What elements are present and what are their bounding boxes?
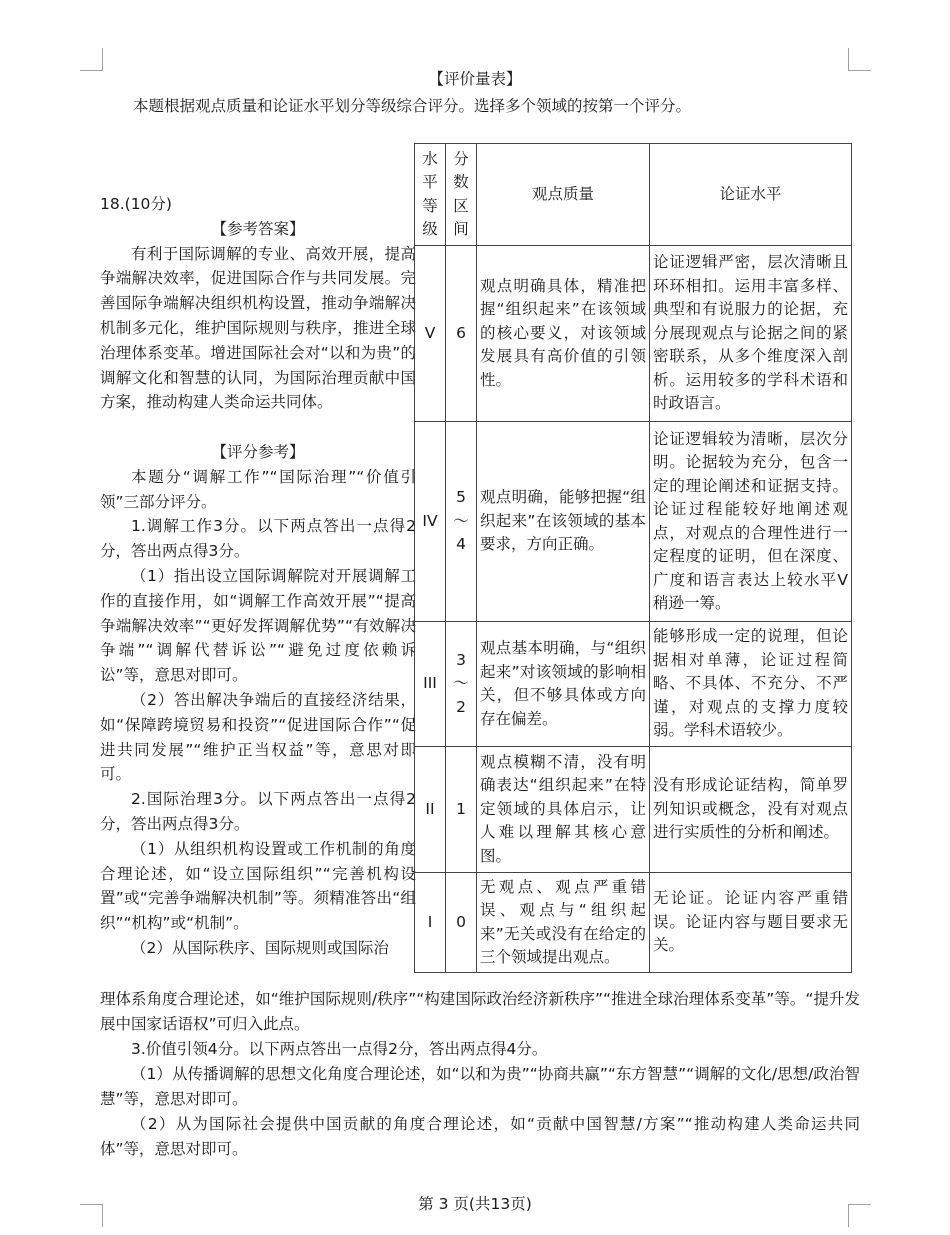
scoring-part-2-point-2-start: （2）从国际秩序、国际规则或国际治 bbox=[131, 938, 389, 957]
table-row bbox=[415, 422, 852, 622]
header-quality: 观点质量 bbox=[477, 144, 650, 246]
question-number: 18.(10分) bbox=[100, 195, 172, 213]
score-cell: 5～4 bbox=[446, 422, 477, 622]
scoring-part-1: 1.调解工作3分。以下两点答出一点得2分，答出两点得3分。 bbox=[100, 517, 416, 561]
quality-cell: 无观点、观点严重错误、观点与“组织起来”无关或没有在给定的三个领域提出观点。 bbox=[477, 873, 650, 973]
answer-heading: 【参考答案】 bbox=[211, 219, 305, 238]
score-cell: 6 bbox=[446, 246, 477, 422]
argument-cell: 没有形成论证结构，简单罗列知识或概念，没有对观点进行实质性的分析和阐述。 bbox=[650, 747, 852, 873]
argument-cell: 论证逻辑较为清晰，层次分明。论据较为充分，包含一定的理论阐述和证据支持。论证过程能较好地阐述观点，对观点的合理性进行一定程度的证明，但在深度、广度和语言表达上较水平V稍逊一筹。 bbox=[650, 422, 852, 622]
table-row bbox=[415, 747, 852, 873]
argument-cell: 论证逻辑严密，层次清晰且环环相扣。运用丰富多样、典型和有说服力的论据，充分展现观点与论据之间的紧密联系，从多个维度深入剖析。运用较多的学科术语和时政语言。 bbox=[650, 246, 852, 422]
table-row bbox=[415, 622, 852, 747]
scoring-part-3-point-2: （2）从为国际社会提供中国贡献的角度合理论述，如“贡献中国智慧/方案”“推动构建人类命运共同体”等，意思对即可。 bbox=[100, 1115, 860, 1158]
level-cell: I bbox=[415, 873, 446, 973]
level-cell: II bbox=[415, 747, 446, 873]
full-width-text bbox=[100, 987, 860, 1162]
scoring-part-1-point-1: （1）指出设立国际调解院对开展调解工作的直接作用，如“调解工作高效开展”“提高争端解决效率”“更好发挥调解优势”“有效解决争端”“调解代替诉讼”“避免过度依赖诉讼”等，意思对即可。 bbox=[100, 566, 416, 685]
scoring-part-2-point-2-rest: 理体系角度合理论述，如“维护国际规则/秩序”“构建国际政治经济新秩序”“推进全球治理体系变革”等。“提升发展中国家话语权”可归入此点。 bbox=[100, 990, 860, 1033]
left-column bbox=[100, 192, 416, 961]
spacer bbox=[100, 415, 416, 440]
score-cell: 1 bbox=[446, 747, 477, 873]
level-cell: IV bbox=[415, 422, 446, 622]
scoring-part-3: 3.价值引领4分。以下两点答出一点得2分，答出两点得4分。 bbox=[131, 1040, 548, 1058]
score-cell: 0 bbox=[446, 873, 477, 973]
rubric-header-row bbox=[415, 144, 852, 246]
header-argument: 论证水平 bbox=[650, 144, 852, 246]
argument-cell: 能够形成一定的说理，但论据相对单薄，论证过程简略、不具体、不充分、不严谨，对观点的支撑力度较弱。学科术语较少。 bbox=[650, 622, 852, 747]
header-score: 分数区间 bbox=[446, 144, 477, 246]
scoring-part-3-point-1: （1）从传播调解的思想文化角度合理论述，如“以和为贵”“协商共赢”“东方智慧”“调解的文化/思想/政治智慧”等，意思对即可。 bbox=[100, 1065, 860, 1108]
reference-answer: 有利于国际调解的专业、高效开展，提高争端解决效率，促进国际合作与共同发展。完善国际争端解决组织机构设置，推动争端解决机制多元化，维护国际规则与秩序，推进全球治理体系变革。增进国际社会对“以和为贵”的调解文化和智慧的认同，为国际治理贡献中国方案，推动构建人类命运共同体。 bbox=[100, 244, 416, 412]
table-row bbox=[415, 246, 852, 422]
scoring-intro: 本题分“调解工作”“国际治理”“价值引领”三部分评分。 bbox=[100, 467, 416, 511]
quality-cell: 观点明确具体，精准把握“组织起来”在该领域的核心要义，对该领域发展具有高价值的引领性。 bbox=[477, 246, 650, 422]
quality-cell: 观点基本明确，与“组织起来”对该领域的影响相关，但不够具体或方向存在偏差。 bbox=[477, 622, 650, 747]
rubric-intro: 本题根据观点质量和论证水平划分等级综合评分。选择多个领域的按第一个评分。 bbox=[133, 97, 692, 115]
argument-cell: 无论证。论证内容严重错误。论证内容与题目要求无关。 bbox=[650, 873, 852, 973]
quality-cell: 观点模糊不清，没有明确表达“组织起来”在特定领域的具体启示，让人难以理解其核心意图。 bbox=[477, 747, 650, 873]
header-level: 水平等级 bbox=[415, 144, 446, 246]
scoring-part-2: 2.国际治理3分。以下两点答出一点得2分，答出两点得3分。 bbox=[100, 790, 416, 833]
score-cell: 3～2 bbox=[446, 622, 477, 747]
rubric-heading: 【评价量表】 bbox=[428, 70, 522, 88]
rubric-table bbox=[414, 143, 852, 973]
level-cell: III bbox=[415, 622, 446, 747]
scoring-heading: 【评分参考】 bbox=[211, 442, 305, 461]
quality-cell: 观点明确，能够把握“组织起来”在该领域的基本要求，方向正确。 bbox=[477, 422, 650, 622]
level-cell: V bbox=[415, 246, 446, 422]
page-number: 第 3 页(共13页) bbox=[418, 1195, 532, 1213]
table-row bbox=[415, 873, 852, 973]
scoring-part-2-point-1: （1）从组织机构设置或工作机制的角度合理论述，如“设立国际组织”“完善机构设置”或“完善争端解决机制”等。须精准答出“组织”“机构”或“机制”。 bbox=[100, 839, 416, 933]
scoring-part-1-point-2: （2）答出解决争端后的直接经济结果，如“保障跨境贸易和投资”“促进国际合作”“促进共同发展”“维护正当权益”等，意思对即可。 bbox=[100, 690, 416, 784]
